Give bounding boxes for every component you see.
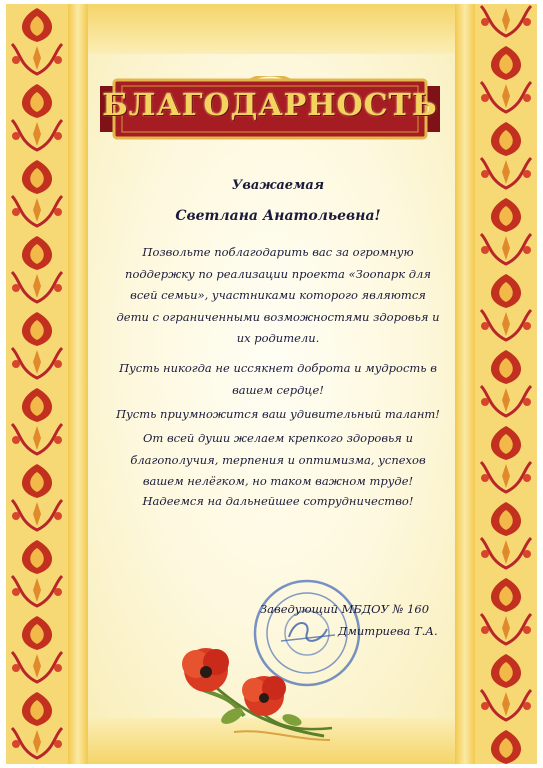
signature-name: Дмитриева Т.А. <box>338 624 438 638</box>
recipient-name: Светлана Анатольевна! <box>175 208 381 224</box>
text-line: поддержку по реализации проекта «Зоопарк для <box>125 266 431 281</box>
paragraph-wish-kindness <box>98 358 458 401</box>
paragraph-gratitude <box>98 242 458 350</box>
paragraph-cooperation: Надеемся на дальнейшее сотрудничество! <box>142 494 414 508</box>
text-line: От всей души желаем крепкого здоровья и <box>143 431 413 445</box>
certificate-page <box>6 4 537 764</box>
left-gold-stripe <box>68 4 88 764</box>
text-line: благополучия, терпения и оптимизма, успехов <box>130 452 426 467</box>
signature-title: Заведующий МБДОУ № 160 <box>260 602 430 616</box>
text-line: их родители. <box>236 331 320 345</box>
text-line: дети с ограниченными возможностями здоровья и <box>116 309 440 324</box>
text-line: Пусть никогда не иссякнет доброта и мудрость в <box>119 361 437 375</box>
greeting: Уважаемая <box>231 178 325 193</box>
right-ornament-border <box>475 4 537 764</box>
text-line: всей семьи», участниками которого являются <box>130 288 426 302</box>
paragraph-wish-health <box>98 428 458 493</box>
right-gold-stripe <box>455 4 475 764</box>
top-gold-band <box>88 4 455 54</box>
paragraph-wish-talent: Пусть приумножится ваш удивительный талант! <box>116 407 440 421</box>
page-title: БЛАГОДАРНОСТЬ <box>102 88 438 123</box>
left-ornament-border <box>6 4 68 764</box>
poppy-flower-1 <box>182 648 229 692</box>
text-line: вашем нелёгком, но таком важном труде! <box>142 474 414 488</box>
text-line: вашем сердце! <box>232 382 324 397</box>
poppy-bouquet-icon <box>174 636 334 746</box>
text-line: Позвольте поблагодарить вас за огромную <box>142 245 414 259</box>
